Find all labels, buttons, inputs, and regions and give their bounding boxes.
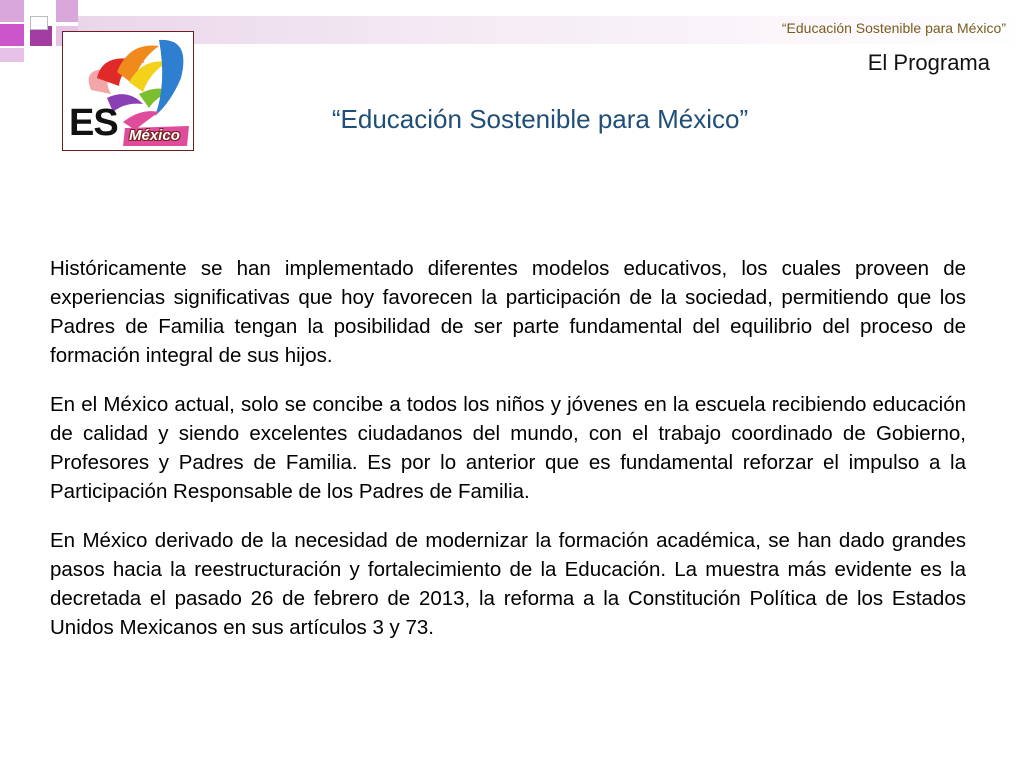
- logo-country: México: [129, 127, 180, 144]
- paragraph-1: Históricamente se han implementado diferentes modelos educativos, los cuales proveen de experiencias significativas que hoy favorecen la participación de la sociedad, permitiendo que los Padres de Familia tengan la posibilidad de ser parte fundamental del equilibrio del proceso de formación integral de sus hijos.: [50, 257, 966, 367]
- logo-petal-blue: [155, 40, 183, 116]
- decor-square: [0, 24, 24, 46]
- section-title: El Programa: [867, 50, 990, 75]
- paragraph-3: En México derivado de la necesidad de modernizar la formación académica, se han dado grandes pasos hacia la reestructuración y fortalecimiento de la Educación. La muestra más evidente es la decretada el pasado 26 de febrero de 2013, la reforma a la Constitución Política de los Estados Unidos Mexicanos en sus artículos 3 y 73.: [50, 529, 966, 639]
- mini-logo-icon: [30, 16, 48, 30]
- program-logo: [62, 31, 194, 151]
- main-title: “Educación Sostenible para México”: [331, 104, 749, 134]
- decor-square: [0, 48, 24, 62]
- decor-square: [56, 0, 78, 22]
- header-title: “Educación Sostenible para México”: [781, 20, 1006, 36]
- body-text: [50, 254, 966, 662]
- logo-initials: ES: [69, 102, 118, 144]
- paragraph-2: En el México actual, solo se concibe a todos los niños y jóvenes en la escuela recibiendo educación de calidad y siendo excelentes ciudadanos del mundo, con el trabajo coordinado de Gobierno, Profesores y Padres de Familia. Es por lo anterior que es fundamental reforzar el impulso a la Participación Responsable de los Padres de Familia.: [50, 393, 966, 503]
- decor-square: [0, 0, 24, 22]
